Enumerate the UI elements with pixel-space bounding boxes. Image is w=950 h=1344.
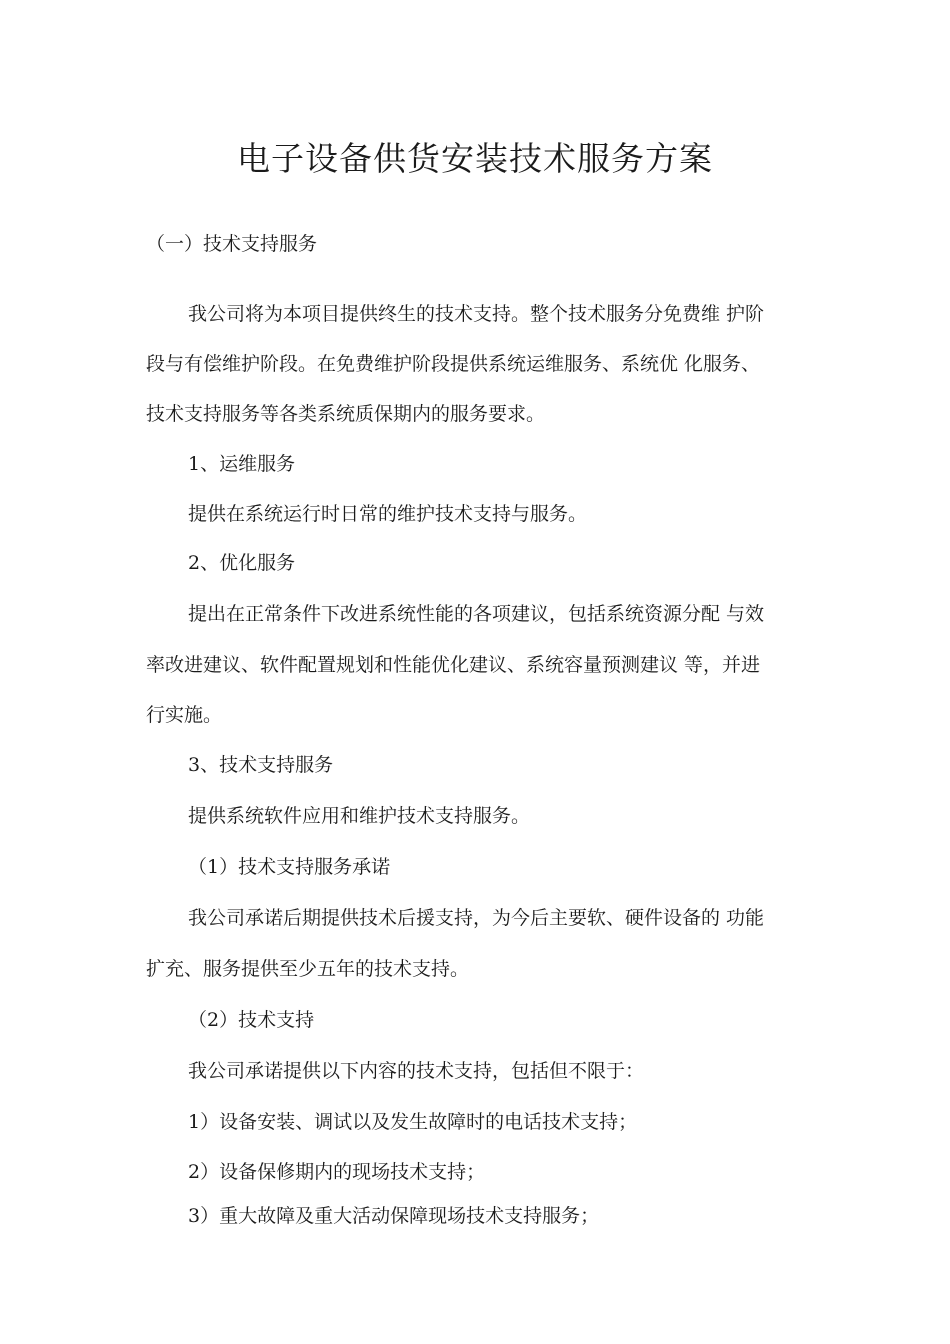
item2-line-1: 提出在正常条件下改进系统性能的各项建议，包括系统资源分配 与效 [188,603,765,625]
section-heading: （一）技术支持服务 [146,233,318,255]
document-title: 电子设备供货安装技术服务方案 [237,139,713,178]
intro-line-3: 技术支持服务等各类系统质保期内的服务要求。 [146,403,546,425]
intro-line-2: 段与有偿维护阶段。在免费维护阶段提供系统运维服务、系统优 化服务、 [146,353,761,375]
list-item: 2）设备保修期内的现场技术支持； [188,1161,486,1183]
item2-heading: 2、优化服务 [188,552,296,574]
sub2-text: 我公司承诺提供以下内容的技术支持，包括但不限于： [188,1060,645,1082]
sub1-line-2: 扩充、服务提供至少五年的技术支持。 [146,958,470,980]
item3-text: 提供系统软件应用和维护技术支持服务。 [188,805,531,827]
item2-line-2: 率改进建议、软件配置规划和性能优化建议、系统容量预测建议 等，并进 [146,654,761,676]
list-item: 1）设备安装、调试以及发生故障时的电话技术支持； [188,1111,638,1133]
item1-text: 提供在系统运行时日常的维护技术支持与服务。 [188,503,588,525]
sub2-heading: （2）技术支持 [188,1009,315,1031]
list-item: 3）重大故障及重大活动保障现场技术支持服务； [188,1205,600,1227]
item1-heading: 1、运维服务 [188,453,296,475]
intro-line-1: 我公司将为本项目提供终生的技术支持。整个技术服务分免费维 护阶 [188,303,765,325]
sub1-heading: （1）技术支持服务承诺 [188,856,391,878]
sub1-line-1: 我公司承诺后期提供技术后援支持，为今后主要软、硬件设备的 功能 [188,907,765,929]
item3-heading: 3、技术支持服务 [188,754,334,776]
item2-line-3: 行实施。 [146,704,223,726]
